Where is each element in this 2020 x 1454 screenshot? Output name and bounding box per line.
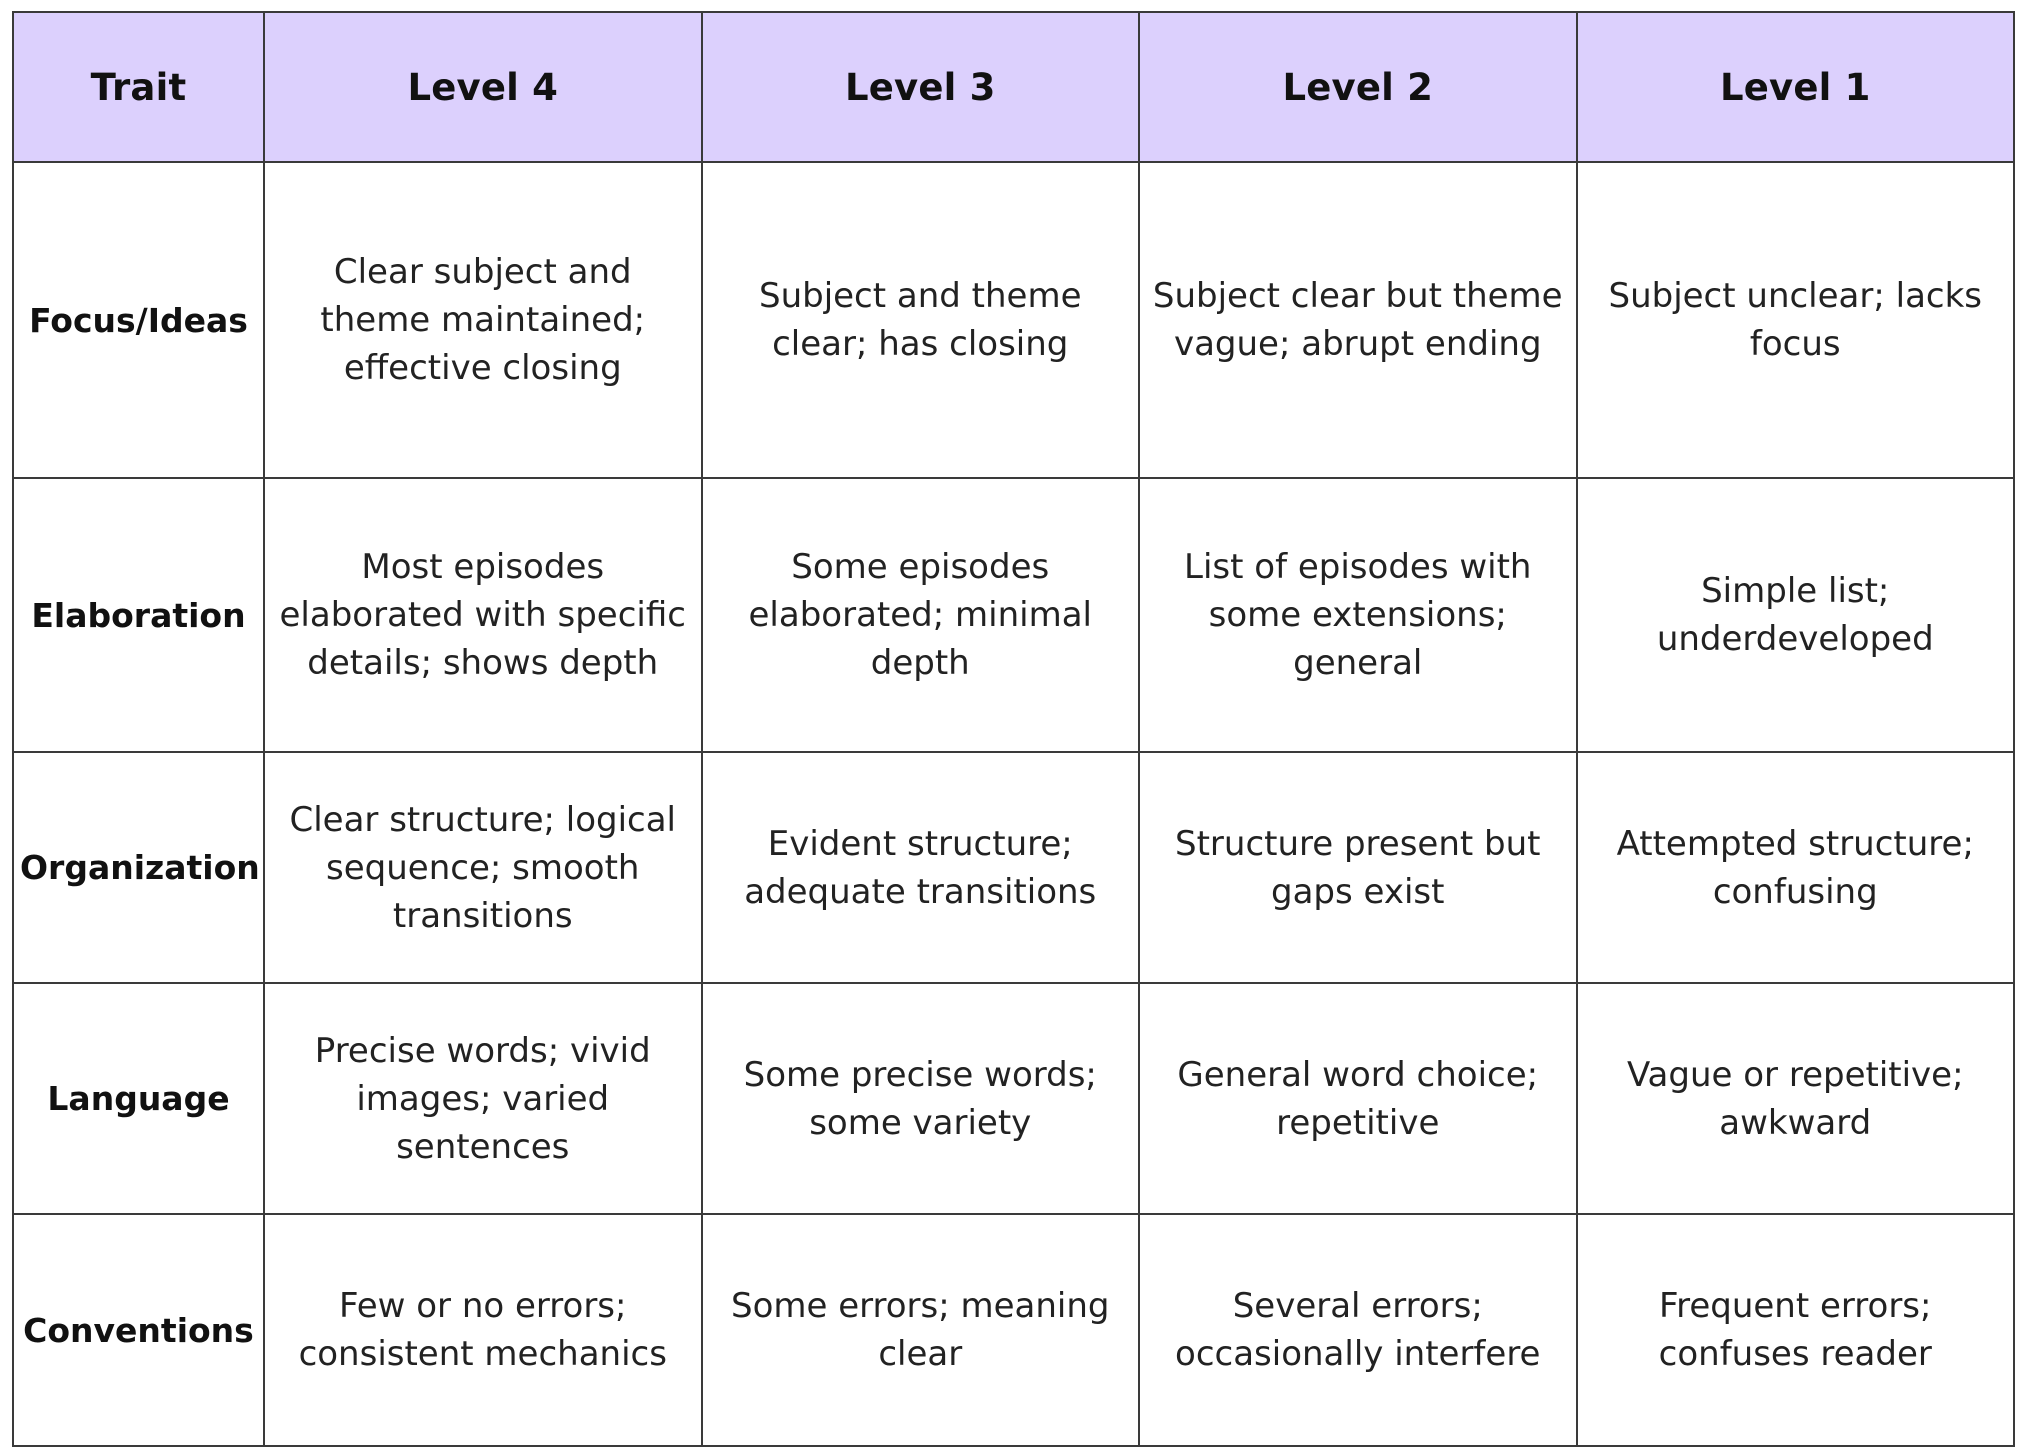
cell-level-4: Precise words; vivid images; varied sentences	[264, 983, 702, 1214]
cell-level-1: Simple list; underdeveloped	[1577, 478, 2015, 752]
cell-level-4: Most episodes elaborated with specific details; shows depth	[264, 478, 702, 752]
cell-level-3: Evident structure; adequate transitions	[702, 752, 1140, 983]
cell-level-2: Structure present but gaps exist	[1139, 752, 1577, 983]
trait-label: Conventions	[13, 1214, 264, 1446]
cell-level-3: Some precise words; some variety	[702, 983, 1140, 1214]
header-level-3: Level 3	[702, 12, 1140, 162]
cell-level-3: Some episodes elaborated; minimal depth	[702, 478, 1140, 752]
cell-level-4: Few or no errors; consistent mechanics	[264, 1214, 702, 1446]
rubric-table	[12, 11, 2015, 1447]
trait-label: Language	[13, 983, 264, 1214]
header-level-4: Level 4	[264, 12, 702, 162]
cell-level-2: Several errors; occasionally interfere	[1139, 1214, 1577, 1446]
header-level-1: Level 1	[1577, 12, 2015, 162]
row-organization	[13, 752, 2014, 983]
trait-label: Elaboration	[13, 478, 264, 752]
cell-level-3: Some errors; meaning clear	[702, 1214, 1140, 1446]
cell-level-2: General word choice; repetitive	[1139, 983, 1577, 1214]
trait-label: Focus/Ideas	[13, 162, 264, 478]
row-focus-ideas	[13, 162, 2014, 478]
row-conventions	[13, 1214, 2014, 1446]
header-level-2: Level 2	[1139, 12, 1577, 162]
cell-level-1: Frequent errors; confuses reader	[1577, 1214, 2015, 1446]
row-language	[13, 983, 2014, 1214]
cell-level-3: Subject and theme clear; has closing	[702, 162, 1140, 478]
cell-level-4: Clear subject and theme maintained; effective closing	[264, 162, 702, 478]
cell-level-1: Vague or repetitive; awkward	[1577, 983, 2015, 1214]
cell-level-4: Clear structure; logical sequence; smooth transitions	[264, 752, 702, 983]
cell-level-2: List of episodes with some extensions; general	[1139, 478, 1577, 752]
header-row	[13, 12, 2014, 162]
header-trait: Trait	[13, 12, 264, 162]
trait-label: Organization	[13, 752, 264, 983]
cell-level-2: Subject clear but theme vague; abrupt ending	[1139, 162, 1577, 478]
row-elaboration	[13, 478, 2014, 752]
cell-level-1: Attempted structure; confusing	[1577, 752, 2015, 983]
cell-level-1: Subject unclear; lacks focus	[1577, 162, 2015, 478]
